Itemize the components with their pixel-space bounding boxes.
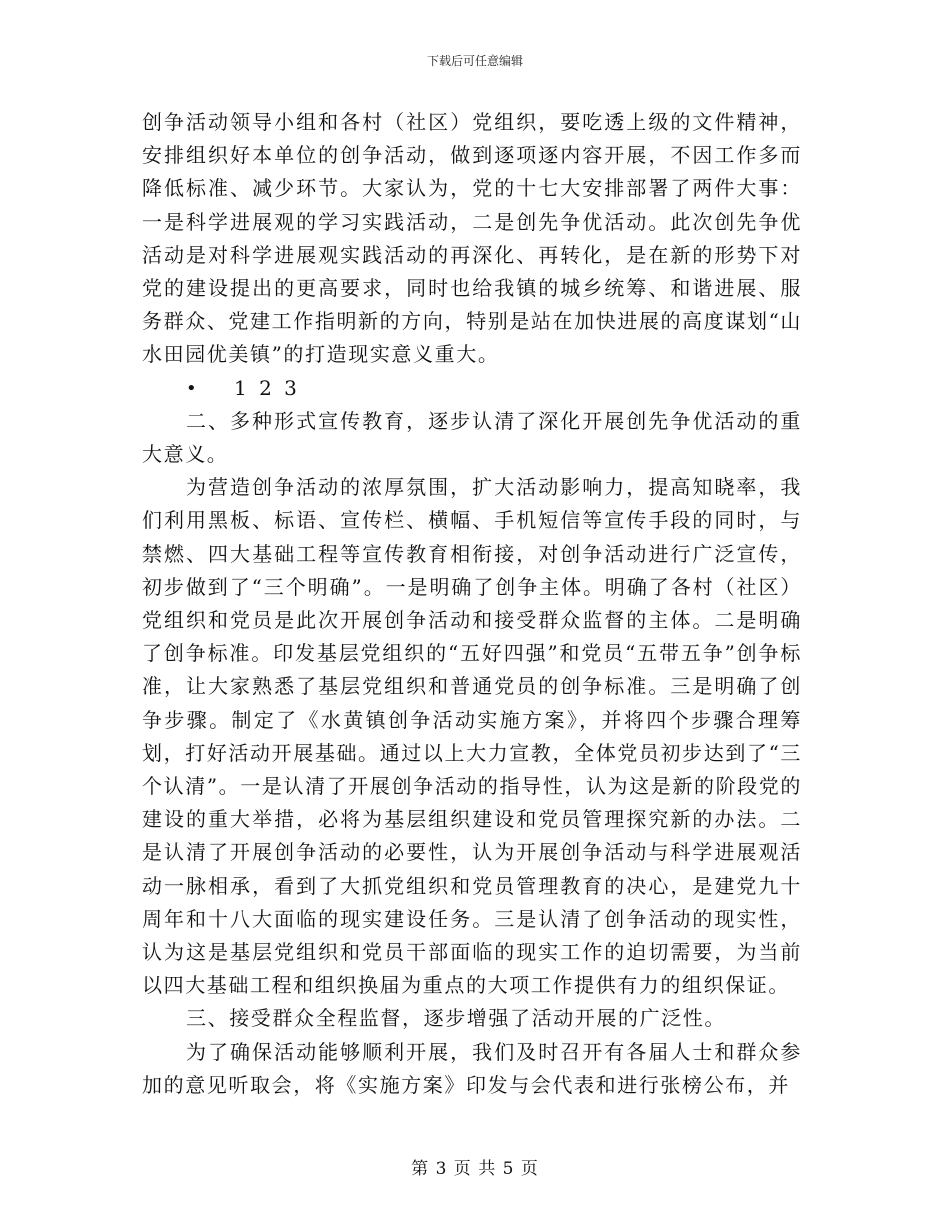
paragraph-supervision: 为了确保活动能够顺利开展，我们及时召开有各届人士和群众参加的意见听取会，将《实施方案》印发与会代表和进行张榜公布，并 bbox=[142, 1039, 802, 1097]
footer-prefix: 第 bbox=[411, 1159, 430, 1179]
total-page-count: 5 bbox=[502, 1159, 515, 1179]
page-header-note: 下载后可任意编辑 bbox=[426, 54, 523, 68]
document-body bbox=[142, 106, 802, 1102]
bullet-dot-icon: • bbox=[186, 377, 199, 399]
bullet-list-item bbox=[142, 372, 802, 405]
paragraph-propaganda: 为营造创争活动的浓厚氛围，扩大活动影响力，提高知晓率，我们利用黑板、标语、宣传栏、横幅、手机短信等宣传手段的同时，与禁燃、四大基础工程等宣传教育相衔接，对创争活动进行广泛宣传，初步做到了“三个明确”。一是明确了创争主体。明确了各村（社区）党组织和党员是此次开展创争活动和接受群众监督的主体。二是明确了创争标准。印发基层党组织的“五好四强”和党员“五带五争”创争标准，让大家熟悉了基层党组织和普通党员的创争标准。三是明确了创争步骤。制定了《水黄镇创争活动实施方案》，并将四个步骤合理筹划，打好活动开展基础。通过以上大力宣教，全体党员初步达到了“三个认清”。一是认清了开展创争活动的指导性，认为这是新的阶段党的建设的重大举措，必将为基层组织建设和党员管理探究新的办法。二是认清了开展创争活动的必要性，认为开展创争活动与科学进展观活动一脉相承，看到了大抓党组织和党员管理教育的决心，是建党九十周年和十八大面临的现实建设任务。三是认清了创争活动的现实性，认为这是基层党组织和党员干部面临的现实工作的迫切需要，为当前以四大基础工程和组织换届为重点的大项工作提供有力的组织保证。 bbox=[142, 475, 802, 998]
current-page-number: 3 bbox=[435, 1159, 448, 1179]
footer-mid: 页 共 bbox=[453, 1159, 497, 1179]
section-heading-3: 三、接受群众全程监督，逐步增强了活动开展的广泛性。 bbox=[186, 1006, 726, 1031]
section-heading-2: 二、多种形式宣传教育，逐步认清了深化开展创先争优活动的重大意义。 bbox=[142, 408, 802, 467]
page-number-footer bbox=[0, 1154, 950, 1179]
paragraph-continued: 创争活动领导小组和各村（社区）党组织，要吃透上级的文件精神，安排组织好本单位的创争活动，做到逐项逐内容开展，不因工作多而降低标准、减少环节。大家认为，党的十七大安排部署了两件大事：一是科学进展观的学习实践活动，二是创先争优活动。此次创先争优活动是对科学进展观实践活动的再深化、再转化，是在新的形势下对党的建设提出的更高要求，同时也给我镇的城乡统筹、和谐进展、服务群众、党建工作指明新的方向，特别是站在加快进展的高度谋划“山水田园优美镇”的打造现实意义重大。 bbox=[142, 110, 802, 367]
bullet-item-text: 1 2 3 bbox=[234, 375, 300, 400]
footer-suffix: 页 bbox=[520, 1159, 539, 1179]
